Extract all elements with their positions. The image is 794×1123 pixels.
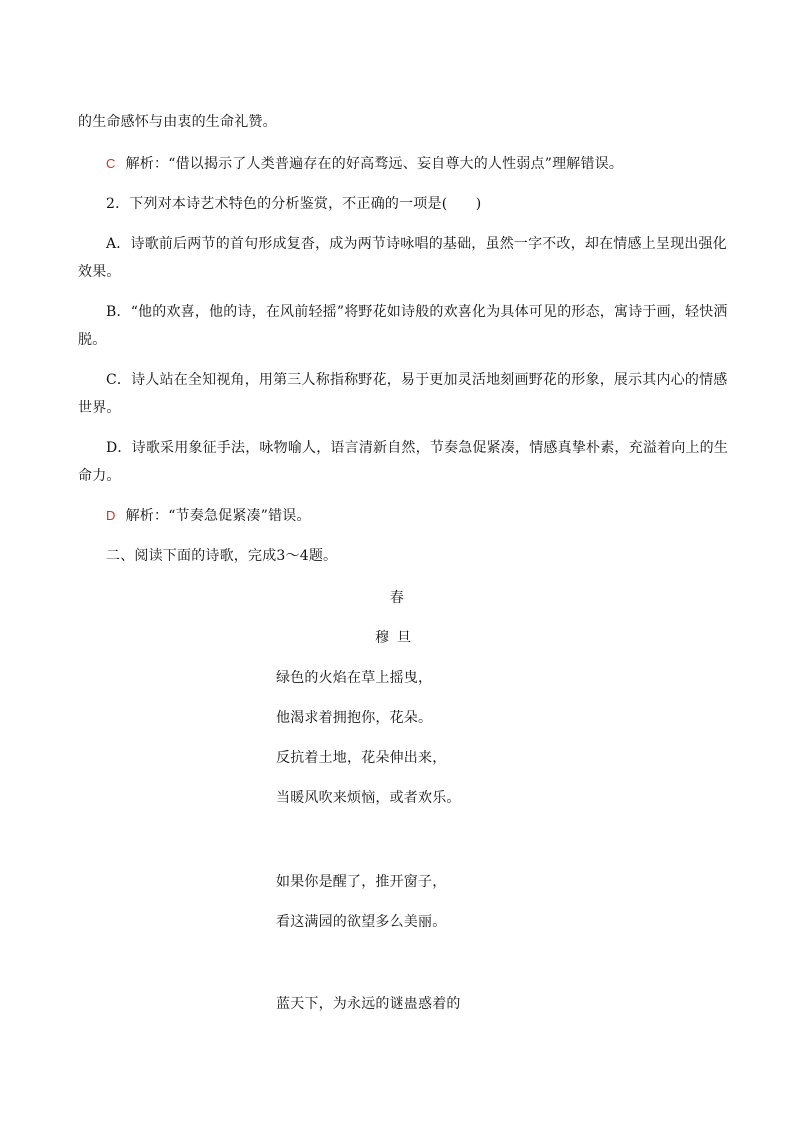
poem-line: 反抗着土地，花朵伸出来， xyxy=(276,750,447,766)
q2-option-c-line1: C．诗人站在全知视角，用第三人称指称野花，易于更加灵活地刻画野花的形象，展示其内心的情感 xyxy=(106,372,728,388)
poem-title: 春 xyxy=(389,590,405,606)
q1-answer-letter: C xyxy=(106,156,116,171)
poem-line: 如果你是醒了，推开窗子， xyxy=(276,874,447,890)
poem-line: 当暖风吹来烦恼，或者欢乐。 xyxy=(276,790,461,806)
q2-option-d-line1: D．诗歌采用象征手法，咏物喻人，语言清新自然，节奏急促紧凑，情感真挚朴素，充溢着向上的生 xyxy=(106,440,729,456)
q2-answer-letter: D xyxy=(106,508,116,523)
q2-stem: 2．下列对本诗艺术特色的分析鉴赏，不正确的一项是( ) xyxy=(106,196,482,212)
q2-answer-explanation: 解析：“节奏急促紧凑”错误。 xyxy=(125,508,311,524)
poem-line: 看这满园的欲望多么美丽。 xyxy=(276,914,447,930)
q2-option-b-line1: B．“他的欢喜，他的诗，在风前轻摇”将野花如诗般的欢喜化为具体可见的形态，寓诗于画，轻快洒 xyxy=(106,304,728,320)
intro-tail-text: 的生命感怀与由衷的生命礼赞。 xyxy=(78,114,277,130)
q2-option-a-line1: A．诗歌前后两节的首句形成复沓，成为两节诗咏唱的基础，虽然一字不改，却在情感上呈现出强化 xyxy=(106,236,727,252)
q2-option-c-line2: 世界。 xyxy=(78,400,121,416)
q1-answer-explanation: 解析：“借以揭示了人类普遍存在的好高骛远、妄自尊大的人性弱点”理解错误。 xyxy=(125,156,624,172)
q2-option-b-line2: 脱。 xyxy=(78,332,107,348)
poem-line: 他渴求着拥抱你，花朵。 xyxy=(276,710,433,726)
q2-answer xyxy=(106,506,746,526)
section2-heading: 二、阅读下面的诗歌，完成3～4题。 xyxy=(106,548,338,564)
poem-author: 穆旦 xyxy=(375,630,419,646)
q1-answer xyxy=(106,154,746,174)
poem-line: 绿色的火焰在草上摇曳， xyxy=(276,670,433,686)
poem-line: 蓝天下，为永远的谜蛊惑着的 xyxy=(276,996,461,1012)
q2-option-d-line2: 命力。 xyxy=(78,468,121,484)
q2-option-a-line2: 效果。 xyxy=(78,264,121,280)
